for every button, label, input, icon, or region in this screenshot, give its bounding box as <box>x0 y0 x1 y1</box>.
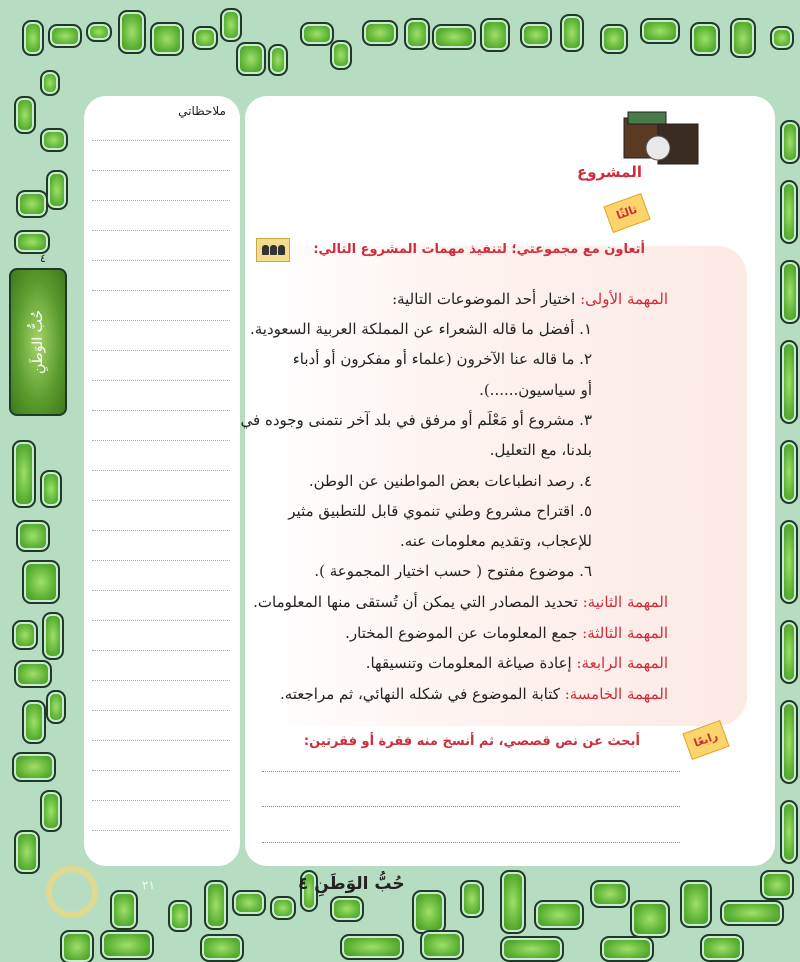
section-badge-third: ثالثًا <box>603 193 650 233</box>
books-icon <box>618 110 702 170</box>
decorative-pill <box>362 20 398 46</box>
decorative-pill <box>14 230 50 254</box>
note-line[interactable] <box>92 680 230 681</box>
decorative-pill <box>534 900 584 930</box>
note-line[interactable] <box>92 590 230 591</box>
decorative-pill <box>420 930 464 960</box>
decorative-pill <box>720 900 784 926</box>
unit-number: ٤ <box>40 252 46 265</box>
task-2 <box>253 593 668 611</box>
decorative-pill <box>480 18 510 52</box>
task-3 <box>345 624 668 642</box>
decorative-pill <box>460 880 484 918</box>
decorative-pill <box>780 180 798 244</box>
decorative-pill <box>192 26 218 50</box>
decorative-pill <box>200 934 244 962</box>
decorative-pill <box>22 20 44 56</box>
notes-panel <box>84 96 240 866</box>
decorative-pill <box>780 440 798 504</box>
task-4 <box>366 654 668 672</box>
note-line[interactable] <box>92 830 230 831</box>
decorative-pill <box>168 900 192 932</box>
decorative-pill <box>270 896 296 920</box>
task-5 <box>280 685 668 703</box>
decorative-pill <box>46 690 66 724</box>
topic-line: ٢. ما قاله عنا الآخرون (علماء أو مفكرون أو أدباء <box>292 350 592 369</box>
note-line[interactable] <box>92 230 230 231</box>
task-label: المهمة الرابعة: <box>576 654 668 672</box>
decorative-pill <box>780 340 798 424</box>
task-label: المهمة الخامسة: <box>564 684 668 703</box>
task-1-text: اختيار أحد الموضوعات التالية: <box>392 290 576 308</box>
note-line[interactable] <box>92 260 230 261</box>
note-line[interactable] <box>92 800 230 801</box>
decorative-pill <box>760 870 794 900</box>
publisher-logo <box>46 866 98 918</box>
topic-line: بلدنا، مع التعليل. <box>489 441 592 460</box>
topic-line: ٣. مشروع أو مَعْلَم أو مرفق في بلد آخر نتمنى وجوده في <box>240 410 592 429</box>
project-instruction: أتعاون مع مجموعتي؛ لتنفيذ مهمات المشروع التالي: <box>313 242 645 257</box>
decorative-pill <box>220 8 242 42</box>
notes-title: ملاحظاتي <box>178 104 226 118</box>
decorative-pill <box>730 18 756 58</box>
decorative-pill <box>232 890 266 916</box>
decorative-pill <box>340 934 404 960</box>
decorative-pill <box>330 896 364 922</box>
decorative-pill <box>12 440 36 508</box>
decorative-pill <box>204 880 228 930</box>
task-text: إعادة صياغة المعلومات وتنسيقها. <box>365 654 572 672</box>
decorative-pill <box>780 800 798 864</box>
task-text: تحديد المصادر التي يمكن أن تُستقى منها المعلومات. <box>253 593 578 611</box>
task-1-label: المهمة الأولى: <box>580 290 668 308</box>
decorative-pill <box>16 190 48 218</box>
group-icon <box>256 238 290 262</box>
decorative-pill <box>12 752 56 782</box>
decorative-pill <box>780 520 798 604</box>
decorative-pill <box>14 830 40 874</box>
decorative-pill <box>520 22 552 48</box>
topic-line: أو سياسيون......). <box>479 380 592 399</box>
decorative-pill <box>40 128 68 152</box>
decorative-pill <box>590 880 630 908</box>
decorative-pill <box>118 10 146 54</box>
note-line[interactable] <box>92 410 230 411</box>
decorative-pill <box>236 42 266 76</box>
decorative-pill <box>40 790 62 832</box>
task-text: كتابة الموضوع في شكله النهائي، ثم مراجعته. <box>279 684 560 703</box>
note-line[interactable] <box>92 530 230 531</box>
book-title: حُبُّ الوَطَنِ ٤ <box>298 874 405 894</box>
decorative-pill <box>780 620 798 684</box>
note-line[interactable] <box>92 770 230 771</box>
decorative-pill <box>42 612 64 660</box>
decorative-pill <box>770 26 794 50</box>
decorative-pill <box>40 70 60 96</box>
decorative-pill <box>16 520 50 552</box>
page-number: ٢١ <box>142 878 155 892</box>
decorative-pill <box>46 170 68 210</box>
decorative-pill <box>640 18 680 44</box>
note-line[interactable] <box>92 320 230 321</box>
decorative-pill <box>700 934 744 962</box>
topic-line: ٥. اقتراح مشروع وطني تنموي قابل للتطبيق مثير <box>288 501 592 520</box>
decorative-pill <box>40 470 62 508</box>
note-line[interactable] <box>92 650 230 651</box>
decorative-pill <box>22 700 46 744</box>
decorative-pill <box>780 120 800 164</box>
note-line[interactable] <box>92 500 230 501</box>
note-line[interactable] <box>92 380 230 381</box>
decorative-pill <box>412 890 446 934</box>
decorative-pill <box>300 22 334 46</box>
note-line[interactable] <box>92 440 230 441</box>
topic-line: ٤. رصد انطباعات بعض المواطنين عن الوطن. <box>308 471 592 490</box>
section-badge-fourth: رابعًا <box>682 720 729 760</box>
decorative-pill <box>560 14 584 52</box>
note-line[interactable] <box>92 290 230 291</box>
unit-tab <box>9 268 67 416</box>
decorative-pill <box>86 22 112 42</box>
decorative-pill <box>22 560 60 604</box>
task-text: جمع المعلومات عن الموضوع المختار. <box>345 623 578 642</box>
decorative-pill <box>600 24 628 54</box>
topic-line: ٦. موضوع مفتوح ( حسب اختيار المجموعة ). <box>314 562 592 581</box>
decorative-pill <box>680 880 712 928</box>
decorative-pill <box>14 96 36 134</box>
topic-line: للإعجاب، وتقديم معلومات عنه. <box>399 532 592 551</box>
decorative-pill <box>500 870 526 934</box>
decorative-pill <box>268 44 288 76</box>
unit-tab-label: حُبُّ الوَطَنِ <box>30 309 46 375</box>
topic-line: ١. أفضل ما قاله الشعراء عن المملكة العربية السعودية. <box>250 320 592 338</box>
decorative-pill <box>60 930 94 962</box>
note-line[interactable] <box>92 560 230 561</box>
note-line[interactable] <box>92 740 230 741</box>
note-line[interactable] <box>92 200 230 201</box>
note-line[interactable] <box>92 710 230 711</box>
decorative-pill <box>500 936 564 962</box>
answer-line[interactable] <box>262 806 680 807</box>
decorative-pill <box>48 24 82 48</box>
task-label: المهمة الثانية: <box>582 593 668 611</box>
note-line[interactable] <box>92 350 230 351</box>
decorative-pill <box>12 620 38 650</box>
note-line[interactable] <box>92 170 230 171</box>
task-label: المهمة الثالثة: <box>582 623 668 642</box>
decorative-pill <box>432 24 476 50</box>
decorative-pill <box>100 930 154 960</box>
decorative-pill <box>630 900 670 938</box>
note-line[interactable] <box>92 140 230 141</box>
fourth-instruction: أبحث عن نص قصصي، ثم أنسخ منه فقرة أو فقرتين: <box>303 734 640 749</box>
note-line[interactable] <box>92 470 230 471</box>
answer-line[interactable] <box>262 842 680 843</box>
task-1 <box>392 290 668 308</box>
decorative-pill <box>14 660 52 688</box>
decorative-pill <box>690 22 720 56</box>
note-line[interactable] <box>92 620 230 621</box>
decorative-pill <box>404 18 430 50</box>
decorative-pill <box>150 22 184 56</box>
answer-line[interactable] <box>262 771 680 772</box>
decorative-pill <box>780 700 798 784</box>
decorative-pill <box>110 890 138 930</box>
decorative-pill <box>330 40 352 70</box>
decorative-pill <box>780 260 800 324</box>
decorative-pill <box>600 936 654 962</box>
project-title: المشروع <box>577 163 642 181</box>
